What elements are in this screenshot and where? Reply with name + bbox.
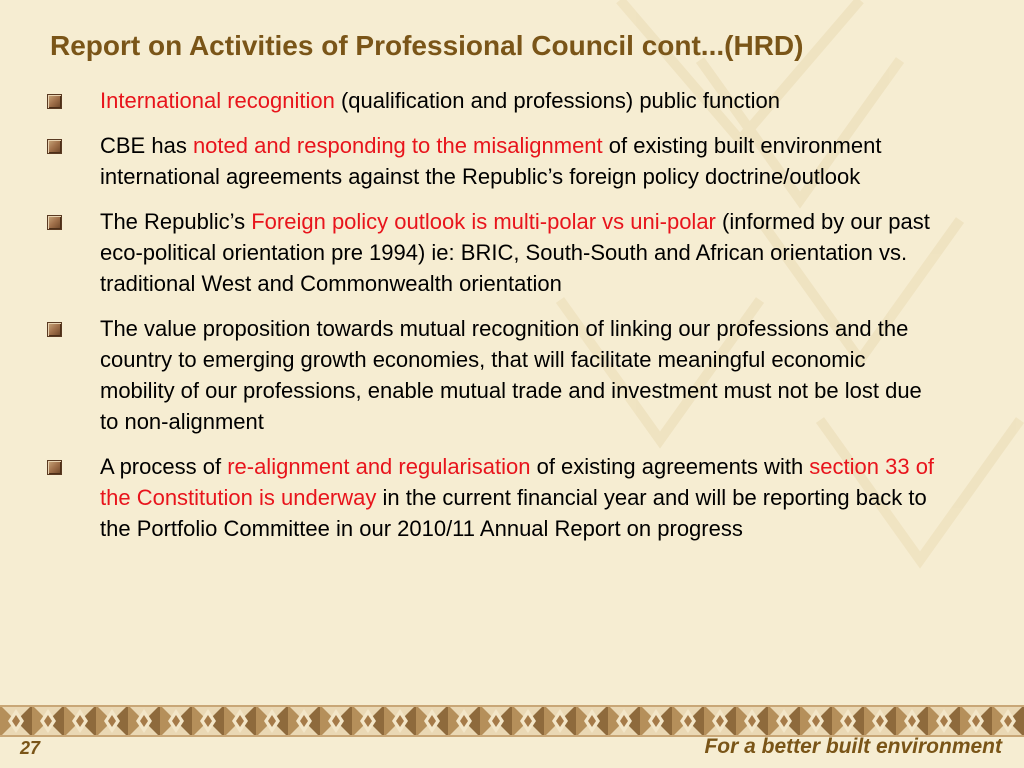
body-text: The Republic’s xyxy=(100,209,252,234)
body-text: A process of xyxy=(100,454,228,479)
highlight-text: re-alignment and regularisation xyxy=(227,454,531,479)
bullet-item xyxy=(0,313,935,437)
slide-title: Report on Activities of Professional Council cont...(HRD) xyxy=(50,30,804,61)
highlight-text: International recognition xyxy=(100,88,335,113)
highlight-text: Foreign policy outlook is multi-polar vs uni-polar xyxy=(251,209,716,234)
highlight-text: noted and responding to the misalignment xyxy=(192,133,603,158)
bullet-item xyxy=(0,85,935,116)
square-bullet-icon xyxy=(47,139,62,154)
bullet-item xyxy=(0,130,935,192)
square-bullet-icon xyxy=(47,94,62,109)
body-text: in the current financial year and will be reporting back to the Portfolio Committee in our 2010/11 Annual Report on progress xyxy=(100,485,927,541)
bullet-item xyxy=(0,451,935,544)
body-text: of existing built environment international agreements against the Republic’s foreign policy doctrine/outlook xyxy=(100,133,882,189)
square-bullet-icon xyxy=(47,215,62,230)
body-text: CBE has xyxy=(100,133,193,158)
body-text: The value proposition towards mutual recognition of linking our professions and the country to emerging growth economies, that will facilitate meaningful economic mobility of our professions, enable mutual trade and investment must not be lost due to non-alignment xyxy=(100,316,922,434)
footer-tagline: For a better built environment xyxy=(704,735,1002,758)
square-bullet-icon xyxy=(47,322,62,337)
square-bullet-icon xyxy=(47,460,62,475)
bullet-list xyxy=(0,85,1024,558)
body-text: (qualification and professions) public function xyxy=(334,88,780,113)
page-number: 27 xyxy=(20,738,41,758)
highlight-text: section 33 of the Constitution is underway xyxy=(100,454,935,510)
body-text: of existing agreements with xyxy=(530,454,810,479)
bullet-item xyxy=(0,206,935,299)
body-text: (informed by our past eco-political orientation pre 1994) ie: BRIC, South-South and African orientation vs. traditional West and Commonwealth orientation xyxy=(100,209,930,296)
decorative-pattern-band xyxy=(0,705,1024,737)
